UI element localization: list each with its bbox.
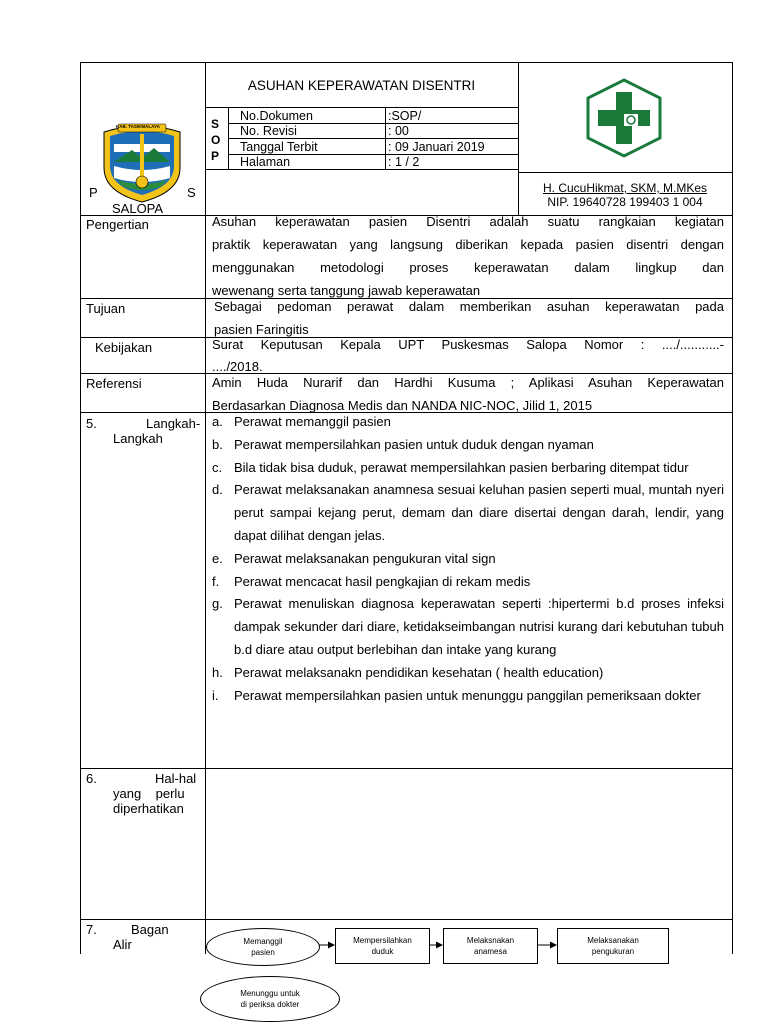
hal-label-line3: diperhatikan xyxy=(113,801,184,816)
step-item xyxy=(212,685,724,708)
flow-node-end xyxy=(200,976,340,1022)
step-text: Perawat melaksanakan pengukuran vital sign xyxy=(234,550,496,566)
tujuan-label: Tujuan xyxy=(86,301,126,316)
flow-node-line: Menunggu untuk xyxy=(240,989,300,998)
referensi-label: Referensi xyxy=(86,376,142,391)
pengertian-line: wewenang serta tanggung jawab keperawatan xyxy=(212,283,481,298)
step-marker: d. xyxy=(212,482,223,498)
bagan-label-number: 7. xyxy=(86,922,97,937)
meta-label: Halaman xyxy=(240,155,291,169)
step-marker: h. xyxy=(212,664,223,680)
flow-node-start xyxy=(206,928,320,966)
procedure-steps xyxy=(212,411,724,707)
step-item xyxy=(212,548,724,571)
langkah-label-number: 5. xyxy=(86,416,97,431)
puskesmas-logo-icon xyxy=(586,78,662,158)
langkah-label-line2: Langkah xyxy=(113,431,163,446)
hal-label-word: Hal-hal xyxy=(155,771,197,786)
step-item xyxy=(212,434,724,457)
flow-node-step xyxy=(443,928,538,964)
step-item xyxy=(212,411,724,434)
flow-node-line: di periksa dokter xyxy=(240,1000,300,1009)
flow-node-step xyxy=(335,928,430,964)
flow-node-line: pengukuran xyxy=(591,947,635,956)
step-marker: i. xyxy=(212,687,219,703)
step-item xyxy=(212,662,724,685)
step-text: Perawat menuliskan diagnosa keperawatan seperti :hipertermi b.d proses infeksi dampak sekunder dari diare, ketidakseimbangan nutrisi kurang dari kebutuhan tubuh b.d diare atau output berlebihan dan intake yang kurang xyxy=(234,596,724,657)
referensi-line: Amin Huda Nurarif dan Hardhi Kusuma ; Aplikasi Asuhan Keperawatan xyxy=(212,375,724,390)
organization-label-end: S xyxy=(187,185,196,200)
meta-label: No. Revisi xyxy=(240,124,297,138)
hal-label-number: 6. xyxy=(86,771,97,786)
flow-node-line: Mempersilahkan xyxy=(353,936,412,945)
step-text: Perawat memanggil pasien xyxy=(234,414,391,429)
meta-value: : 00 xyxy=(388,124,409,138)
tujuan-line: Sebagai pedoman perawat dalam memberikan asuhan keperawatan pada xyxy=(214,299,724,314)
pengertian-line: praktik keperawatan yang langsung diberikan kepada pasien disentri dengan xyxy=(212,237,724,252)
step-text: Perawat melaksanakan anamnesa sesuai keluhan pasien seperti mual, muntah nyeri perut sampai kejang perut, demam dan diare disertai dengan darah, lendir, yang dapat dilihat dengan jelas. xyxy=(234,482,724,543)
signer-name: H. CucuHikmat, SKM, M.MKes xyxy=(542,181,708,195)
meta-value: : 09 Januari 2019 xyxy=(388,140,485,154)
meta-label: No.Dokumen xyxy=(240,109,313,123)
crest-banner: KAB. TASIKMALAYA xyxy=(116,124,160,129)
step-marker: e. xyxy=(212,550,223,566)
sop-letter: P xyxy=(211,149,220,163)
langkah-label-word: Langkah- xyxy=(146,416,201,431)
step-item xyxy=(212,479,724,547)
step-marker: a. xyxy=(212,414,223,429)
step-item xyxy=(212,571,724,594)
step-item xyxy=(212,593,724,661)
kebijakan-line: Surat Keputusan Kepala UPT Puskesmas Salopa Nomor : ..../...........- xyxy=(212,337,724,352)
step-marker: f. xyxy=(212,573,220,589)
organization-label-start: P xyxy=(89,185,98,200)
step-text: Perawat mempersilahkan pasien untuk menunggu panggilan pemeriksaan dokter xyxy=(234,687,701,703)
flow-node-line: Melaksanakan xyxy=(587,936,639,945)
sop-letter: S xyxy=(211,117,220,131)
kabupaten-crest-icon xyxy=(96,122,188,204)
hal-label-line2: yang perlu xyxy=(113,786,185,801)
flow-node-line: Melaksnakan xyxy=(466,936,515,945)
flow-node-line: anamesa xyxy=(474,947,507,956)
step-text: Bila tidak bisa duduk, perawat mempersilahkan pasien berbaring ditempat tidur xyxy=(234,459,689,475)
flow-node-line: pasien xyxy=(251,948,275,957)
meta-label: Tanggal Terbit xyxy=(240,140,318,154)
meta-value: : 1 / 2 xyxy=(388,155,420,169)
signer-nip: NIP. 19640728 199403 1 004 xyxy=(547,195,703,209)
flow-node-line: duduk xyxy=(371,947,394,956)
pengertian-line: Asuhan keperawatan pasien Disentri adalah suatu rangkaian kegiatan xyxy=(212,214,724,229)
flow-node-line: Memanggil xyxy=(243,937,283,946)
tujuan-line: pasien Faringitis xyxy=(214,322,309,337)
bagan-label-line2: Alir xyxy=(113,937,132,952)
bagan-label-word: Bagan xyxy=(131,922,169,937)
step-marker: b. xyxy=(212,436,223,452)
step-text: Perawat mencacat hasil pengkajian di rekam medis xyxy=(234,573,531,589)
flow-node-step xyxy=(557,928,669,964)
step-text: Perawat melaksanakn pendidikan kesehatan ( health education) xyxy=(234,664,604,680)
pengertian-label: Pengertian xyxy=(86,217,149,232)
sop-letter: O xyxy=(211,133,221,147)
document-title: ASUHAN KEPERAWATAN DISENTRI xyxy=(247,78,476,93)
step-marker: c. xyxy=(212,459,223,475)
referensi-line: Berdasarkan Diagnosa Medis dan NANDA NIC-NOC, Jilid 1, 2015 xyxy=(212,398,593,413)
step-item xyxy=(212,457,724,480)
location-label: SALOPA xyxy=(112,201,164,216)
step-marker: g. xyxy=(212,596,223,612)
kebijakan-label: Kebijakan xyxy=(95,340,153,355)
pengertian-line: menggunakan metodologi proses keperawatan dalam lingkup dan xyxy=(212,260,724,275)
meta-value: :SOP/ xyxy=(388,109,422,123)
kebijakan-line: ..../2018. xyxy=(212,359,263,374)
step-text: Perawat mempersilahkan pasien untuk duduk dengan nyaman xyxy=(234,436,594,452)
